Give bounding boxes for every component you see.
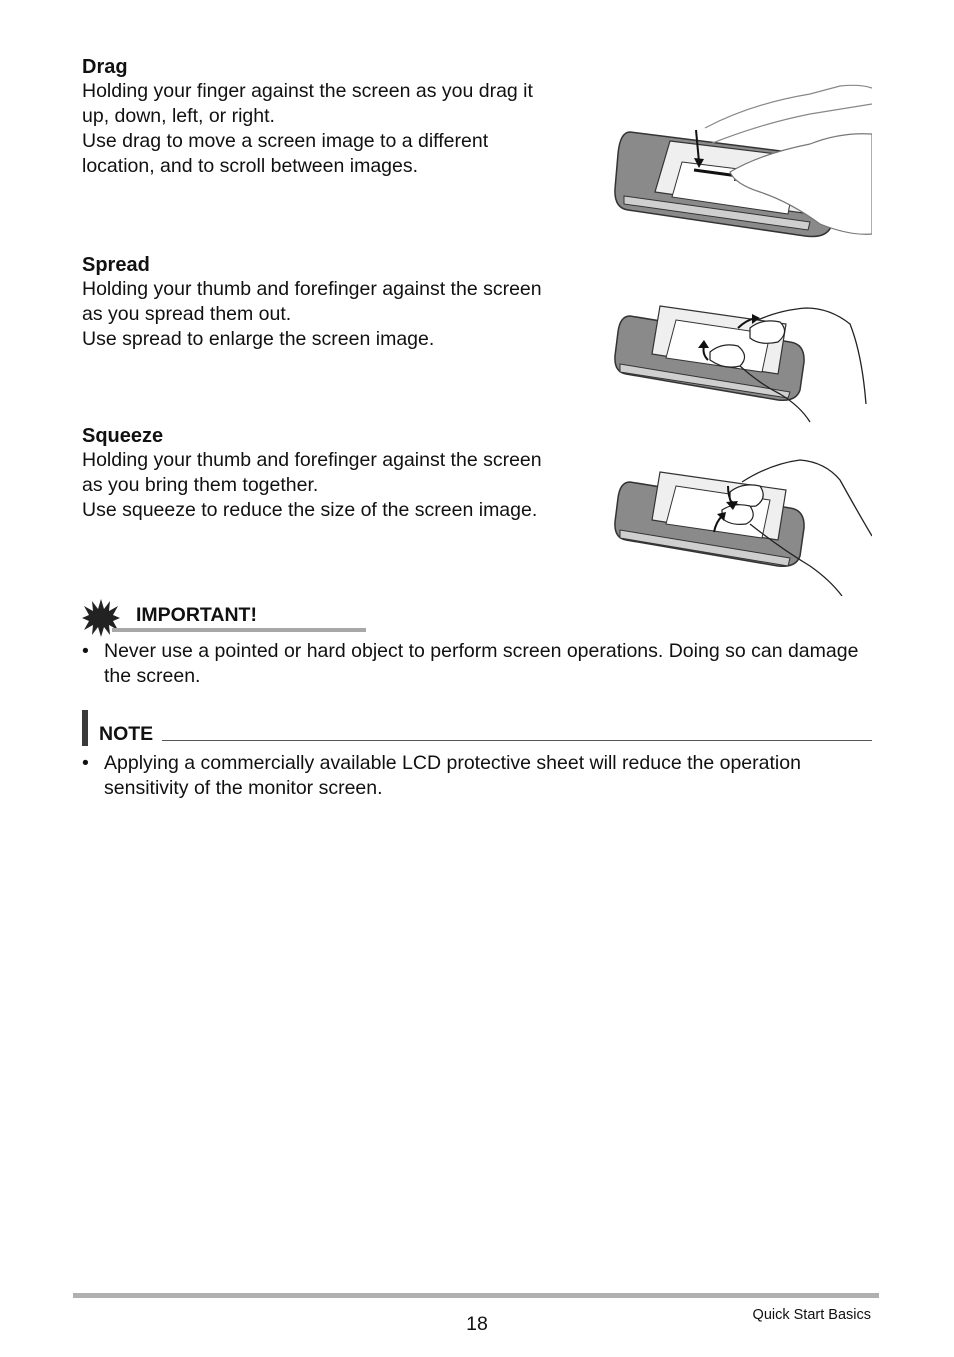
squeeze-illustration [610,456,872,596]
footer-divider [73,1293,879,1298]
page-number: 18 [466,1313,488,1335]
note-item [82,751,872,801]
spread-line-3: Use spread to enlarge the screen image. [82,328,435,350]
squeeze-line-3: Use squeeze to reduce the size of the screen image. [82,499,538,521]
bullet: • [82,752,89,774]
spread-heading: Spread [82,254,150,276]
drag-line-4: location, and to scroll between images. [82,155,419,177]
note-header [82,708,872,748]
squeeze-line-1: Holding your thumb and forefinger against the screen [82,449,542,471]
drag-illustration [610,84,872,240]
important-item [82,639,872,689]
spread-section [82,253,582,352]
spread-illustration [610,294,872,426]
drag-line-1: Holding your finger against the screen as you drag it [82,80,533,102]
bullet: • [82,640,89,662]
note-rule [162,740,872,741]
squeeze-heading: Squeeze [82,425,164,447]
squeeze-line-2: as you bring them together. [82,474,319,496]
important-item-text: Never use a pointed or hard object to perform screen operations. Doing so can damage the screen. [104,640,859,687]
note-item-text: Applying a commercially available LCD protective sheet will reduce the operation sensitivity of the monitor screen. [104,752,801,799]
squeeze-section [82,424,582,523]
drag-heading: Drag [82,56,128,78]
spread-line-1: Holding your thumb and forefinger against the screen [82,278,542,300]
drag-line-2: up, down, left, or right. [82,105,275,127]
drag-line-3: Use drag to move a screen image to a different [82,130,489,152]
starburst-icon [82,598,120,638]
spread-line-2: as you spread them out. [82,303,292,325]
important-underline [112,628,366,632]
important-header [82,598,292,638]
note-label: NOTE [99,723,154,745]
drag-section [82,55,582,179]
note-bar-icon [82,710,88,746]
important-label: IMPORTANT! [136,604,257,626]
footer-section-title: Quick Start Basics [752,1307,871,1323]
